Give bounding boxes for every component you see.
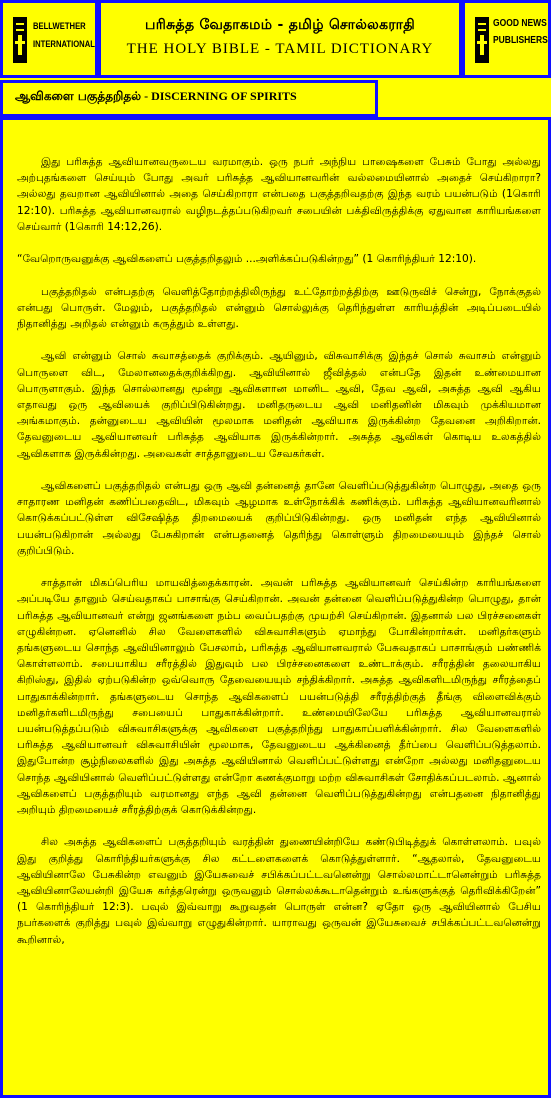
section-title-separator: -	[141, 89, 152, 103]
book-icon	[473, 15, 493, 67]
logo-line-1: GOOD NEWS	[493, 18, 547, 29]
title-box	[98, 0, 462, 78]
title-english: THE HOLY BIBLE - TAMIL DICTIONARY	[126, 41, 434, 57]
book-icon	[11, 15, 31, 67]
article-body	[0, 117, 551, 1098]
bellwether-logo	[0, 0, 98, 78]
section-heading-box	[0, 80, 378, 117]
paragraph: சில அசுத்த ஆவிகளைப் பகுத்தறியும் வரத்தின் துணையின்றியே கண்டுபிடித்துக் கொள்ளலாம். பவுல் இது குறித்து கொரிந்தியர்களுக்கு சில கட்டளைகளைக் கொடுத்துள்ளார். “ஆதலால், தேவனுடைய ஆவியினாலே பேசுகின்ற எவனும் இயேசுவைச் சபிக்கப்பட்டவனென்று சொல்லமாட்டானென்றும் பரிசுத்த ஆவியினாலேயன்றி இயேசு கர்த்தரென்று ஒருவனும் சொல்லக்கூடாதென்றும் உங்களுக்குத் தெரிவிக்கிறேன்” (1 கொரிந்தியர் 12:3). பவுல் இவ்வாறு கூறுவதன் பொருள் என்ன? ஏதோ ஒரு ஆவியினால் பேசிய நபர்களைக் குறித்து பவுல் இவ்வாறு எழுதுகின்றார். யாராவது ஒருவன் இயேசுவைச் சபிக்கப்பட்டவனென்று கூறினால்,	[17, 836, 541, 946]
logo-line-2: PUBLISHERS	[493, 35, 548, 46]
section-title-tamil: ஆவிகளை பகுத்தறிதல்	[15, 89, 142, 103]
section-title-english: DISCERNING OF SPIRITS	[151, 89, 297, 103]
paragraph: “வேறொருவனுக்கு ஆவிகளைப் பகுத்தறிதலும் ...அளிக்கப்படுகின்றது” (1 கொரிந்தியர் 12:10).	[17, 253, 477, 266]
paragraph: பகுத்தறிதல் என்பதற்கு வெளித்தோற்றத்திலிருந்து உட்தோற்றத்திற்கு ஊடுருவிச் சென்று, நோக்குதல் என்பது பொருள். மேலும், பகுத்தறிதல் என்னும் சொல்லுக்கு தெரிந்துள்ள காரியத்தின் அடிப்படையில் நிதானித்து அறிதல் என்னும் கருத்தும் உள்ளது.	[17, 285, 541, 330]
logo-line-1: BELLWETHER	[33, 21, 86, 31]
paragraph: சாத்தான் மிகப்பெரிய மாயவித்தைக்காரன். அவன் பரிசுத்த ஆவியானவர் செய்கின்ற காரியங்களை அப்படியே தானும் செய்வதாகப் பாசாங்கு செய்கிறான். அவன் தன்னை வெளிப்படுத்துகின்ற பொழுது, தான் பரிசுத்த ஆவியானவர் என்று ஜனங்களை நம்ப வைப்பதற்கு முயற்சி செய்கிறான். இதனால் பல பிரச்சனைகள் எழுகின்றன. ஏனெனில் சில வேளைகளில் விசுவாசிகளும் ஏமாந்து போகின்றார்கள். மனிதர்களும் தங்களுடைய சொந்த ஆவியினாலும் பேசலாம், பரிசுத்த ஆவியானவரால் பேசுவதாகப் பாசாங்கும் பண்ணிக் கொள்ளலாம். சபையாகிய சரீரத்தில் இதுவும் பல பிரச்சனைகளை உண்டாக்கும். சரீரத்தின் தலையாகிய கிறிஸ்து, இதில் ஏற்படுகின்ற ஒவ்வொரு தேவையையும் சந்திக்கிறார். அசுத்த ஆவிகளிடமிருந்து சரீரத்தைப் பாதுகாக்கின்றார். தங்களுடைய சொந்த ஆவிகளைப் பயன்படுத்தி சரீரத்திற்குத் தீங்கு விளைவிக்கும் மனிதர்களிடமிருந்து சபையைப் பாதுகாக்கின்றார். உண்மையிலேயே பரிசுத்த ஆவியானவரால் பயன்படுத்தப்படும் விசுவாசிகளுக்கு ஆவிகளை பகுத்தறிந்து பாதுகாப்பளிக்கின்றார். சில வேளைகளில் பரிசுத்த ஆவியானவர் விசுவாசியின் மூலமாக, தேவனுடைய ஆக்கினைத் தீர்ப்பை வெளிப்படுத்தலாம். இதுபோன்ற சூழ்நிலைகளில் இது அசுத்த ஆவியினால் வெளிப்பட்டுள்ளது என்றோ அல்லது மனிதனுடைய சொந்த ஆவியினால் வெளிப்பட்டுள்ளது என்றோ கணக்குமாறு மற்ற விசுவாசிகள் சோதிக்கப்படலாம். ஆனால் ஆவிகளைப் பகுத்தறியும் வரமானது எந்த ஆவி தன்னை வெளிப்படுத்துகின்றது என்பதனை நிதானித்து அறியும் திறமையைச் சரீரத்திற்குக் கொடுக்கின்றது.	[17, 577, 541, 817]
paragraph: ஆவி என்னும் சொல் சுவாசத்தைக் குறிக்கும். ஆயினும், விசுவாசிக்கு இந்தச் சொல் சுவாசம் என்னும் பொருளை விட, மேலானதைக்குறிக்கிறது. ஆவியினால் ஜீவித்தல் என்பதே இதன் உண்மையான பொருளாகும். இந்த சொல்லானது மூன்று ஆவிகளான மானிட ஆவி, தேவ ஆவி, அசுத்த ஆவி ஆகிய எதாவது ஒரு ஆவியைக் குறிப்பிடுகின்றது. மனிதருடைய ஆவி மனிதனின் மிகவும் முக்கியமான அங்கமாகும். தன்னுடைய ஆவியின் மூலமாக மனிதன் ஆவியாக இருக்கின்ற தேவனை அறிகிறான். தேவனுடைய ஆவியானவர் பரிசுத்த ஆவியாக இருக்கின்றார். அசுத்த ஆவிகள் கொடிய உலகத்தில் ஆவிகளாக இருக்கின்றது. அவைகள் சாத்தானுடைய சேவகர்கள்.	[17, 350, 541, 460]
paragraph: இது பரிசுத்த ஆவியானவருடைய வரமாகும். ஒரு நபர் அந்நிய பாஷைகளை பேசும் போது அல்லது அற்புதங்களை செய்யும் போது அவர் பரிசுத்த ஆவியானவரின் வல்லமையினால் அதைச் செய்கிறாரா? அல்லது தவறான ஆவியினால் அதை செய்கிறாரா என்பதை பகுத்தறிவதற்கு இந்த வரம் பயன்படும் (1கொரி 12:10). பரிசுத்த ஆவியானவரால் வழிநடத்தப்படுகிறவர் சபையின் பக்திவிருத்திக்கு ஏதுவான காரியங்களை செய்வார் (1கொரி 14:12,26).	[17, 156, 541, 233]
title-tamil: பரிசுத்த வேதாகமம் - தமிழ் சொல்லகராதி	[145, 17, 415, 33]
logo-text	[493, 15, 548, 49]
good-news-logo	[462, 0, 551, 78]
page-header	[0, 0, 551, 82]
logo-text	[33, 17, 95, 53]
logo-line-2: INTERNATIONAL	[33, 39, 95, 49]
article-content	[17, 154, 541, 964]
section-title	[15, 89, 297, 105]
paragraph: ஆவிகளைப் பகுத்தறிதல் என்பது ஒரு ஆவி தன்னைத் தானே வெளிப்படுத்துகின்ற பொழுது, அதை ஒரு சாதாரண மனிதன் கணிப்பதைவிட, மிகவும் ஆழமாக உள்நோக்கிக் கணிக்கும். பரிசுத்த ஆவியானவரினால் கொடுக்கப்பட்டுள்ள விசேஷித்த திறமையைக் குறிப்பிடுகின்றது. ஒரு மனிதன் எந்த ஆவியினால் பயன்படுகிறான் அல்லது பேசுகிறான் என்பதனைத் தெரிந்து கொள்ளும் திறமையையும் இந்தச் சொல் குறிப்பிடும்.	[17, 480, 541, 557]
